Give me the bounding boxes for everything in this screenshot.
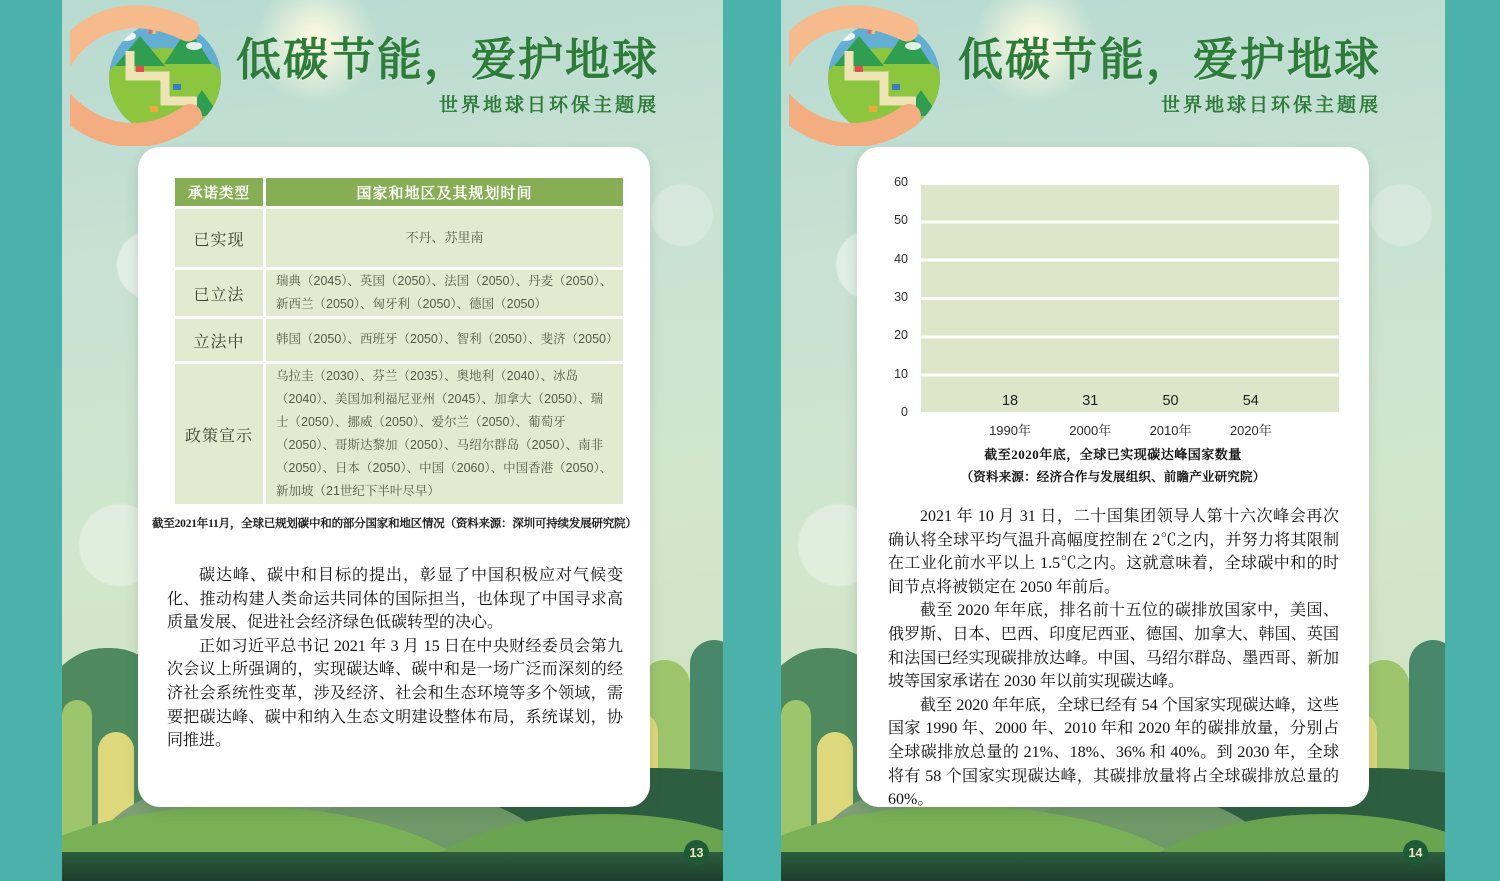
content-card-right bbox=[857, 147, 1369, 807]
title-block bbox=[958, 36, 1381, 117]
table-row-label: 已立法 bbox=[175, 270, 263, 316]
page-header bbox=[781, 0, 1445, 145]
bar-value-label: 18 bbox=[1001, 393, 1019, 409]
y-tick: 50 bbox=[894, 213, 908, 228]
chart-source: （资料来源：经济合作与发展组织、前瞻产业研究院） bbox=[960, 470, 1266, 484]
body-text bbox=[167, 564, 623, 753]
content-card-left bbox=[138, 147, 650, 807]
y-tick: 40 bbox=[894, 251, 908, 266]
y-tick: 60 bbox=[894, 175, 908, 189]
paragraph: 正如习近平总书记 2021 年 3 月 15 日在中央财经委员会第九次会议上所强调的，实现碳达峰、碳中和是一场广泛而深刻的经济社会系统性变革，涉及经济、社会和生态环境等多个领域，需要把碳达峰、碳中和纳入生态文明建设整体布局，系统谋划，协同推进。 bbox=[167, 637, 623, 750]
x-tick: 1990年 bbox=[989, 423, 1031, 438]
y-tick: 20 bbox=[894, 328, 908, 343]
chart-title: 截至2020年底，全球已实现碳达峰国家数量 bbox=[984, 447, 1242, 462]
y-tick: 0 bbox=[901, 405, 908, 419]
body-text bbox=[888, 505, 1339, 812]
y-axis bbox=[888, 175, 914, 419]
globe-hands-logo bbox=[70, 4, 240, 146]
table-row-detail: 瑞典（2045）、英国（2050）、法国（2050）、丹麦（2050）、新西兰（2050）、匈牙利（2050）、德国（2050） bbox=[266, 270, 623, 316]
bar-group bbox=[1239, 393, 1263, 412]
bar-group bbox=[1159, 393, 1183, 412]
carbon-peak-bar-chart bbox=[888, 175, 1339, 438]
bar-value-label: 50 bbox=[1162, 393, 1179, 409]
page-title: 低碳节能，爱护地球 bbox=[957, 34, 1381, 85]
globe-hands-logo bbox=[789, 4, 959, 146]
page-14 bbox=[781, 0, 1445, 881]
paragraph: 截至 2020 年年底，排名前十五位的碳排放国家中，美国、俄罗斯、日本、巴西、印度尼西亚、德国、加拿大、韩国、英国和法国已经实现碳排放达峰。中国、马绍尔群岛、墨西哥、新加坡等国家承诺在 2030 年以前实现碳达峰。 bbox=[888, 602, 1339, 691]
page-number-badge: 13 bbox=[684, 840, 709, 865]
paragraph: 碳达峰、碳中和目标的提出，彰显了中国积极应对气候变化、推动构建人类命运共同体的国际担当，也体现了中国寻求高质量发展、促进社会经济绿色低碳转型的决心。 bbox=[167, 567, 623, 632]
table-row-label: 政策宣示 bbox=[175, 364, 263, 504]
bar-value-label: 31 bbox=[1082, 393, 1099, 409]
commitment-table bbox=[175, 178, 623, 504]
bar-group bbox=[1078, 393, 1102, 412]
y-tick: 30 bbox=[894, 290, 908, 304]
page-number-badge: 14 bbox=[1403, 840, 1428, 865]
title-block bbox=[236, 36, 659, 117]
table-caption: 截至2021年11月，全球已规划碳中和的部分国家和地区情况（资料来源：深圳可持续发展研究院） bbox=[152, 518, 637, 530]
x-tick: 2010年 bbox=[1149, 423, 1192, 438]
x-tick: 2000年 bbox=[1069, 423, 1112, 438]
y-tick: 10 bbox=[894, 366, 908, 381]
table-header-cell: 承诺类型 bbox=[175, 178, 263, 206]
ground-band bbox=[781, 852, 1445, 881]
table-row-detail: 乌拉圭（2030）、芬兰（2035）、奥地利（2040）、冰岛（2040）、美国加利福尼亚州（2045）、加拿大（2050）、瑞士（2050）、挪威（2050）、爱尔兰（2050）、葡萄牙（2050）、哥斯达黎加（2050）、马绍尔群岛（2050）、南非（2050）、日本（2050）、中国（2060）、中国香港（2050）、新加坡（21世纪下半叶尽早） bbox=[266, 364, 623, 504]
page-header bbox=[62, 0, 723, 145]
bar-value-label: 54 bbox=[1242, 393, 1259, 409]
x-axis bbox=[921, 420, 1339, 438]
table-row-detail: 韩国（2050）、西班牙（2050）、智利（2050）、斐济（2050） bbox=[266, 319, 623, 361]
ground-band bbox=[62, 852, 723, 881]
x-tick: 2020年 bbox=[1229, 423, 1272, 438]
page-subtitle: 世界地球日环保主题展 bbox=[1160, 95, 1381, 117]
table-row-label: 已实现 bbox=[175, 209, 263, 267]
plot-area bbox=[921, 182, 1339, 412]
page-subtitle: 世界地球日环保主题展 bbox=[438, 95, 659, 117]
table-row-detail: 不丹、苏里南 bbox=[266, 209, 623, 267]
table-row-label: 立法中 bbox=[175, 319, 263, 361]
paragraph: 2021 年 10 月 31 日，二十国集团领导人第十六次峰会再次确认将全球平均气温升高幅度控制在 2℃之内，并努力将其限制在工业化前水平以上 1.5℃之内。这就意味着，全球碳中和的时间节点将被锁定在 2050 年前后。 bbox=[888, 508, 1339, 596]
paragraph: 截至 2020 年年底，全球已经有 54 个国家实现碳达峰，这些国家 1990 年、2000 年、2010 年和 2020 年的碳排放量，分别占全球碳排放总量的 21%、18%、36% 和 40%。到 2030 年，全球将有 58 个国家实现碳达峰，其碳排放量将占全球碳排放总量的 60%。 bbox=[888, 696, 1339, 809]
page-title: 低碳节能，爱护地球 bbox=[235, 34, 659, 85]
page-13 bbox=[62, 0, 723, 881]
bar-group bbox=[998, 393, 1022, 412]
table-header-cell: 国家和地区及其规划时间 bbox=[266, 178, 623, 206]
